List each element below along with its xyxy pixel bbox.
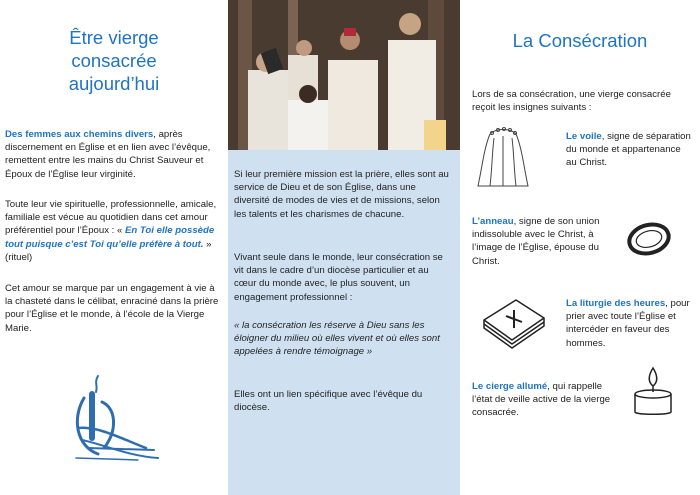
left-p2-start: Toute leur vie spirituelle, professionnelle, amicale, familiale est vécue au quotidien dans cet amour préférentiel pour l’Époux : « <box>5 199 217 237</box>
veil-icon <box>474 124 532 190</box>
right-title: La Consécration <box>512 30 648 51</box>
left-p1-rest: , après discernement en Église et en lien avec l’évêque, remettent entre les mains du Christ Sauveur et Époux de l’Église leur virginité. <box>5 129 211 180</box>
left-paragraph-3: Cet amour se marque par un engagement à vie à la chasteté dans le célibat, enraciné dans la prière pour l’Église et le monde, à l’école de la Vierge Marie. <box>5 283 219 334</box>
voile-text <box>566 130 694 170</box>
left-paragraph-2 <box>5 198 223 264</box>
liturgie-bold: La liturgie des heures <box>566 298 666 309</box>
left-column <box>0 0 228 495</box>
right-intro: Lors de sa consécration, une vierge consacrée reçoit les insignes suivants : <box>472 89 671 114</box>
voile-bold: Le voile <box>566 131 602 142</box>
ring-icon <box>624 220 674 258</box>
middle-column <box>228 0 460 495</box>
left-title <box>10 26 218 95</box>
right-column <box>460 0 700 495</box>
book-icon <box>478 294 550 354</box>
candle-icon <box>628 364 678 418</box>
liturgie-rest: , pour prier avec toute l’Église et intercéder en faveur des hommes. <box>566 298 690 349</box>
ceremony-photo <box>228 0 460 150</box>
liturgie-text <box>566 297 694 350</box>
cierge-bold: Le cierge allumé <box>472 381 548 392</box>
ceremony-photo-illustration <box>228 0 460 150</box>
anneau-text <box>472 215 612 268</box>
anneau-rest: , signe de son union indissoluble avec le Christ, à l’image de l’Église, épouse du Christ. <box>472 216 600 267</box>
left-p1-bold: Des femmes aux chemins divers <box>5 129 154 140</box>
voile-rest: , signe de séparation du monde et appartenance au Christ. <box>566 131 691 169</box>
cierge-rest: , qui rappelle l’état de veille active de la vierge consacrée. <box>472 381 611 419</box>
middle-paragraph-3: Elles ont un lien spécifique avec l’évêque du diocèse. <box>234 389 423 414</box>
left-title-line-1: Être vierge <box>69 27 159 48</box>
consecration-logo <box>58 368 168 470</box>
cierge-text <box>472 380 622 420</box>
middle-paragraph-1: Si leur première mission est la prière, elles sont au service de Dieu et de son Église, dans une diversité de modes de vies et de missions, selon les talents et les charismes de chacune. <box>234 169 449 220</box>
anneau-bold: L’anneau <box>472 216 514 227</box>
left-title-line-3: aujourd’hui <box>68 73 160 94</box>
left-title-line-2: consacrée <box>71 50 157 71</box>
middle-paragraph-2: Vivant seule dans le monde, leur consécration se vit dans le cadre d’un diocèse particulier et au cœur du monde avec, le plus souvent, un engagement professionnel : <box>234 252 443 303</box>
left-p2-end: » (rituel) <box>5 238 212 263</box>
middle-quote: « la consécration les réserve à Dieu sans les éloigner du milieu où elles vivent et où elles sont appelées à rendre témoignage » <box>234 320 440 358</box>
left-p2-quote: En Toi elle possède tout puisque c’est Toi qu’elle préfère à tout. <box>5 225 215 250</box>
left-paragraph-1 <box>5 128 223 181</box>
